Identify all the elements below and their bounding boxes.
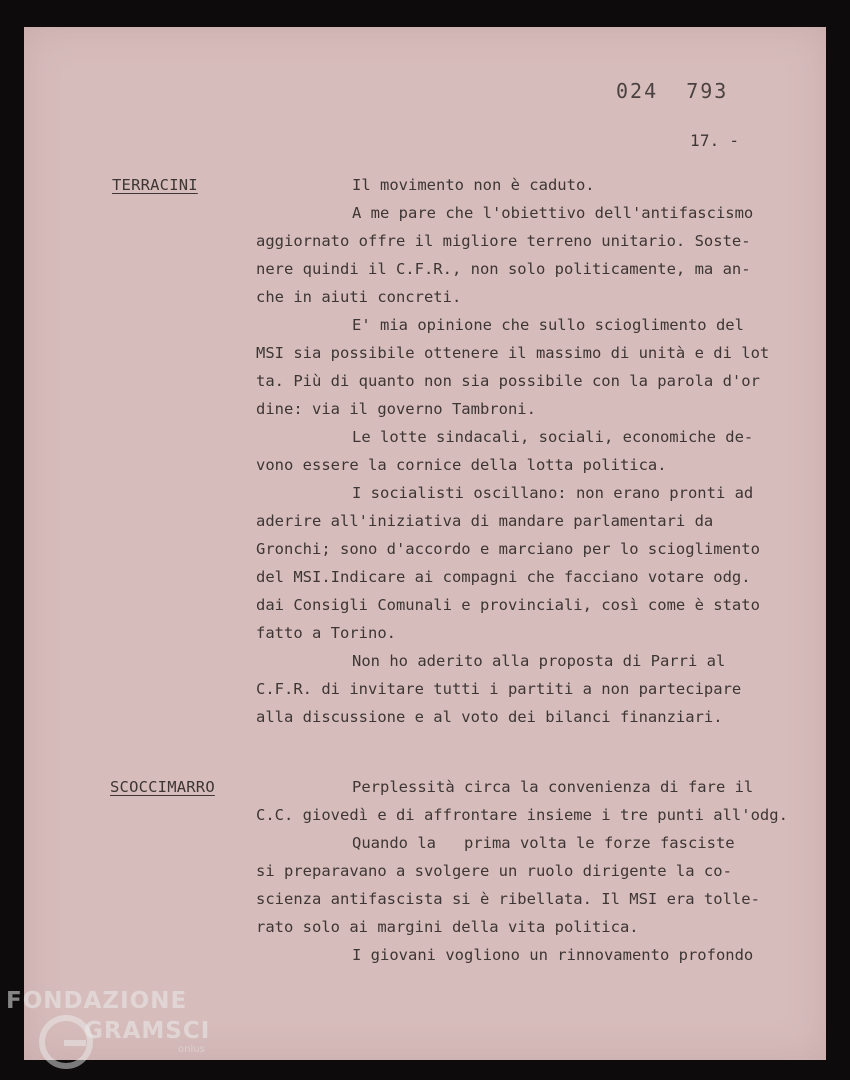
document-number: 024 793	[616, 79, 729, 103]
text-line: Le lotte sindacali, sociali, economiche de-	[352, 428, 754, 446]
text-line: Non ho aderito alla proposta di Parri al	[352, 652, 726, 670]
watermark-subtitle: GRAMSCI	[84, 1018, 211, 1044]
text-line: fatto a Torino.	[256, 624, 396, 642]
text-line: I giovani vogliono un rinnovamento profondo	[352, 946, 754, 964]
text-line: nere quindi il C.F.R., non solo politicamente, ma an-	[256, 260, 751, 278]
text-line: Perplessità circa la convenienza di fare il	[352, 778, 754, 796]
text-line: del MSI.Indicare ai compagni che facciano votare odg.	[256, 568, 751, 586]
text-line: E' mia opinione che sullo scioglimento del	[352, 316, 744, 334]
text-line: Gronchi; sono d'accordo e marciano per lo scioglimento	[256, 540, 760, 558]
text-line: Quando la prima volta le forze fasciste	[352, 834, 735, 852]
text-line: A me pare che l'obiettivo dell'antifascismo	[352, 204, 754, 222]
text-line: I socialisti oscillano: non erano pronti ad	[352, 484, 754, 502]
text-line: che in aiuti concreti.	[256, 288, 462, 306]
text-line: MSI sia possibile ottenere il massimo di unità e di lot	[256, 344, 770, 362]
text-line: C.F.R. di invitare tutti i partiti a non partecipare	[256, 680, 742, 698]
text-line: scienza antifascista si è ribellata. Il MSI era tolle-	[256, 890, 760, 908]
text-line: dine: via il governo Tambroni.	[256, 400, 536, 418]
document-page	[24, 27, 826, 1060]
text-line: dai Consigli Comunali e provinciali, così come è stato	[256, 596, 760, 614]
text-line: Il movimento non è caduto.	[352, 176, 595, 194]
speaker-terracini: TERRACINI	[112, 176, 198, 194]
watermark-onlus: onlus	[178, 1044, 205, 1055]
fondazione-gramsci-watermark	[6, 988, 216, 1078]
text-line: si preparavano a svolgere un ruolo dirigente la co-	[256, 862, 732, 880]
page-number: 17. -	[690, 131, 740, 150]
text-line: rato solo ai margini della vita politica.	[256, 918, 639, 936]
watermark-title: FONDAZIONE	[6, 988, 188, 1014]
text-line: alla discussione e al voto dei bilanci finanziari.	[256, 708, 723, 726]
text-line: aggiornato offre il migliore terreno unitario. Soste-	[256, 232, 751, 250]
speaker-scoccimarro: SCOCCIMARRO	[110, 778, 215, 796]
text-line: ta. Più di quanto non sia possibile con la parola d'or	[256, 372, 760, 390]
text-line: aderire all'iniziativa di mandare parlamentari da	[256, 512, 714, 530]
text-line: vono essere la cornice della lotta politica.	[256, 456, 667, 474]
text-line: C.C. giovedì e di affrontare insieme i tre punti all'odg.	[256, 806, 788, 824]
